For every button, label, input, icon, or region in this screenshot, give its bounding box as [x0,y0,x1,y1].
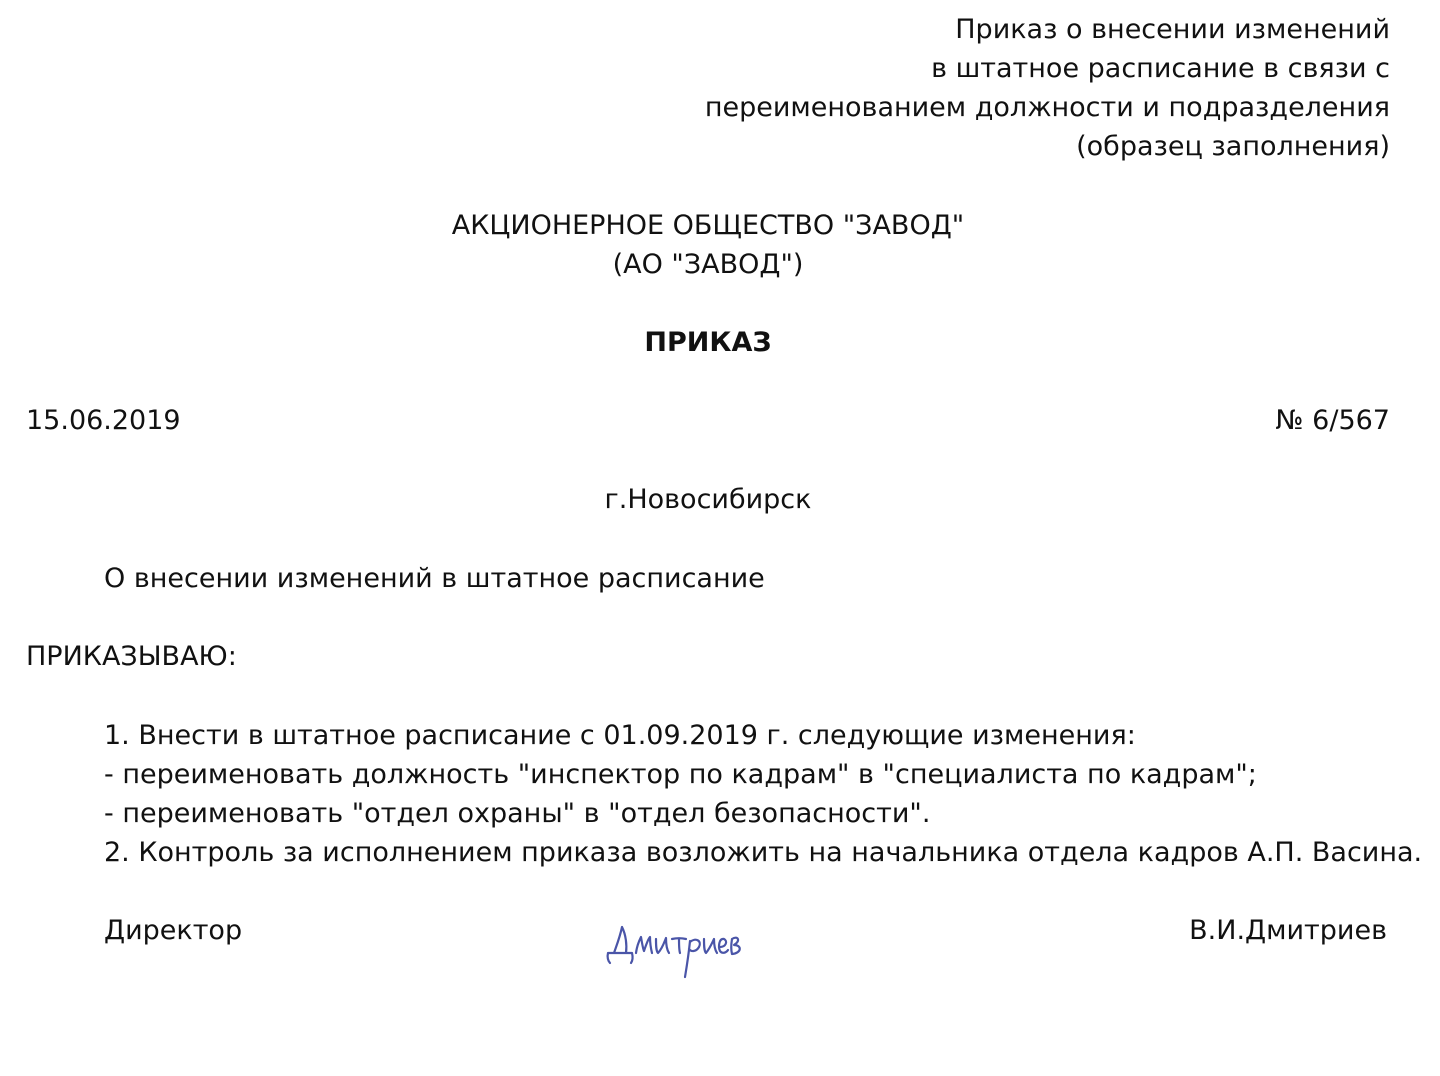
document-number: № 6/567 [1275,405,1390,436]
order-item: - переименовать должность "инспектор по кадрам" в "специалиста по кадрам"; [104,759,1257,790]
signer-name: В.И.Дмитриев [1189,915,1387,946]
document-date: 15.06.2019 [26,405,181,436]
organization-full-name: АКЦИОНЕРНОЕ ОБЩЕСТВО "ЗАВОД" [451,210,965,241]
order-item: 1. Внести в штатное расписание с 01.09.2019 г. следующие изменения: [104,720,1136,751]
document-title: ПРИКАЗ [644,327,772,358]
document-subject: О внесении изменений в штатное расписание [104,563,765,594]
sample-caption [570,10,1390,166]
order-item: 2. Контроль за исполнением приказа возложить на начальника отдела кадров А.П. Васина. [104,837,1423,868]
order-word: ПРИКАЗЫВАЮ: [26,641,237,672]
organization-header [0,206,1416,284]
document-city: г.Новосибирск [604,484,812,515]
sample-caption-line: Приказ о внесении изменений [955,14,1390,45]
sample-caption-line: в штатное расписание в связи с [931,53,1390,84]
order-items [104,716,1422,872]
handwritten-signature [600,915,750,985]
sample-caption-line: переименованием должности и подразделения [704,92,1390,123]
signer-position: Директор [104,915,243,946]
organization-short-name: (АО "ЗАВОД") [612,249,804,280]
sample-caption-line: (образец заполнения) [1076,131,1390,162]
order-item: - переименовать "отдел охраны" в "отдел безопасности". [104,798,931,829]
